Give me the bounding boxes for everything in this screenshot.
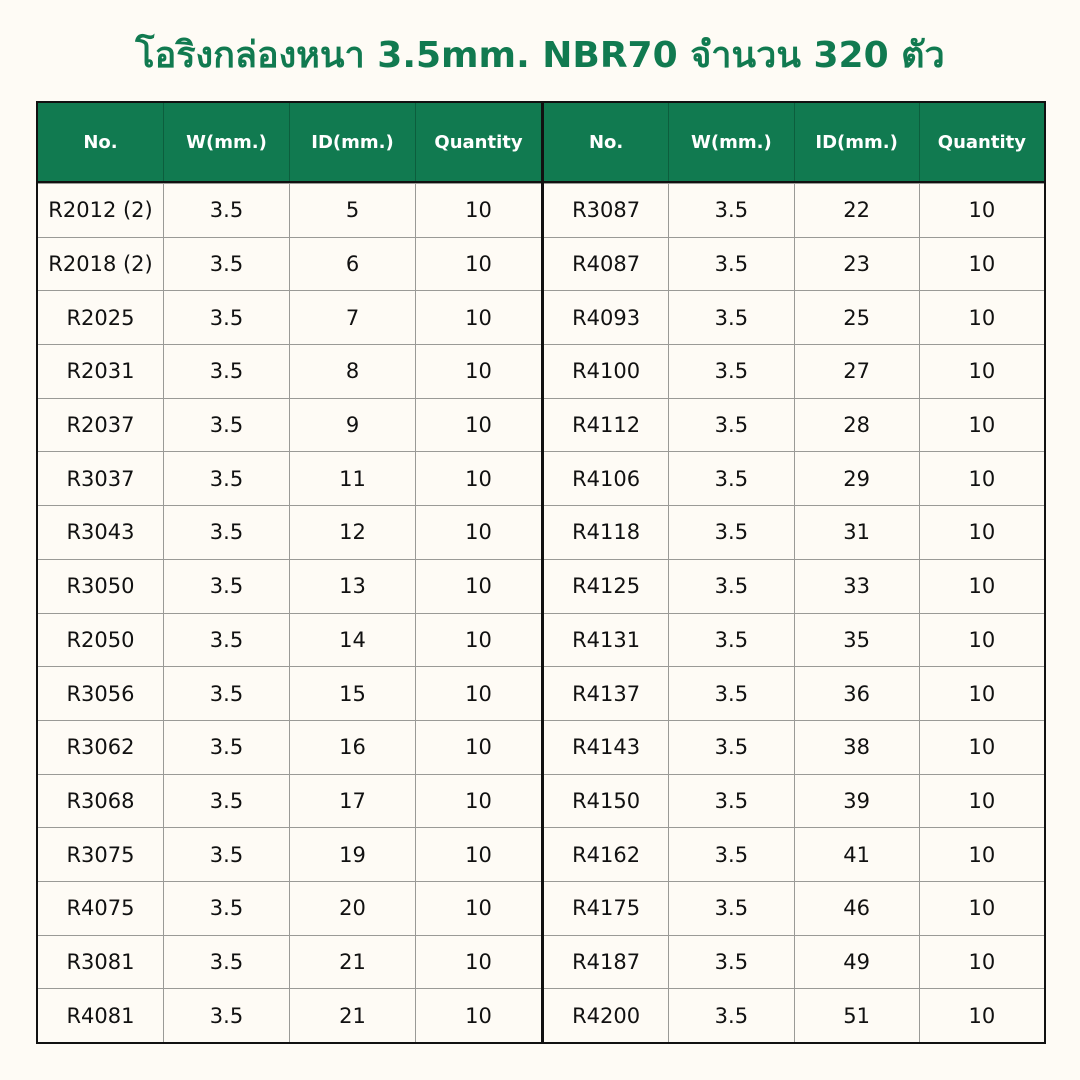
cell-quantity: 10 — [919, 614, 1044, 667]
cell-quantity: 10 — [415, 828, 541, 881]
table-row — [38, 344, 541, 398]
table-row — [544, 237, 1044, 291]
cell-quantity: 10 — [919, 828, 1044, 881]
cell-part-number: R4125 — [572, 574, 641, 599]
header-width: W(mm.) — [163, 103, 289, 181]
cell-part-number: R4081 — [66, 1003, 135, 1028]
cell-quantity: 10 — [919, 238, 1044, 291]
table-row — [544, 881, 1044, 935]
cell-width: 3.5 — [163, 882, 289, 935]
table-left-half — [38, 103, 544, 1042]
cell-inner-diameter: 49 — [794, 936, 919, 989]
cell-part-number: R4087 — [572, 252, 641, 277]
cell-inner-diameter: 23 — [794, 238, 919, 291]
table-row — [544, 398, 1044, 452]
cell-inner-diameter: 35 — [794, 614, 919, 667]
cell-quantity: 10 — [415, 560, 541, 613]
table-row — [38, 183, 541, 237]
cell-part-number: R4150 — [572, 788, 641, 813]
cell-quantity: 10 — [415, 345, 541, 398]
cell-width: 3.5 — [163, 828, 289, 881]
cell-part-number: R3068 — [66, 788, 135, 813]
cell-quantity: 10 — [919, 721, 1044, 774]
cell-part-number: R3062 — [66, 735, 135, 760]
cell-part-number: R4131 — [572, 627, 641, 652]
cell-inner-diameter: 19 — [289, 828, 415, 881]
table-row — [38, 827, 541, 881]
cell-part-number: R4075 — [66, 896, 135, 921]
table-right-half — [544, 103, 1044, 1042]
cell-width: 3.5 — [668, 882, 793, 935]
cell-width: 3.5 — [668, 238, 793, 291]
cell-part-number: R3075 — [66, 842, 135, 867]
table-row — [544, 183, 1044, 237]
header-quantity: Quantity — [415, 103, 541, 181]
cell-inner-diameter: 33 — [794, 560, 919, 613]
cell-quantity: 10 — [919, 936, 1044, 989]
cell-width: 3.5 — [163, 775, 289, 828]
table-row — [544, 344, 1044, 398]
cell-quantity: 10 — [415, 989, 541, 1042]
cell-width: 3.5 — [163, 238, 289, 291]
cell-inner-diameter: 27 — [794, 345, 919, 398]
cell-inner-diameter: 21 — [289, 936, 415, 989]
cell-part-number: R4200 — [572, 1003, 641, 1028]
table-row — [544, 290, 1044, 344]
page-title: โอริงกล่องหนา 3.5mm. NBR70 จำนวน 320 ตัว — [135, 35, 945, 76]
cell-part-number: R4112 — [572, 413, 641, 438]
cell-inner-diameter: 38 — [794, 721, 919, 774]
cell-part-number: R2025 — [66, 305, 135, 330]
cell-quantity: 10 — [919, 882, 1044, 935]
cell-width: 3.5 — [163, 560, 289, 613]
cell-width: 3.5 — [668, 936, 793, 989]
cell-inner-diameter: 22 — [794, 184, 919, 237]
cell-width: 3.5 — [668, 452, 793, 505]
cell-part-number: R4118 — [572, 520, 641, 545]
header-inner-diameter: ID(mm.) — [794, 103, 919, 181]
oring-table — [36, 101, 1046, 1044]
cell-part-number: R2050 — [66, 627, 135, 652]
cell-width: 3.5 — [163, 667, 289, 720]
cell-quantity: 10 — [919, 345, 1044, 398]
table-row — [544, 988, 1044, 1042]
header-quantity: Quantity — [919, 103, 1044, 181]
table-row — [38, 398, 541, 452]
header-no: No. — [83, 131, 118, 153]
cell-part-number: R4137 — [572, 681, 641, 706]
table-row — [544, 451, 1044, 505]
cell-quantity: 10 — [415, 184, 541, 237]
cell-quantity: 10 — [415, 614, 541, 667]
cell-part-number: R3037 — [66, 466, 135, 491]
cell-quantity: 10 — [415, 238, 541, 291]
cell-width: 3.5 — [163, 345, 289, 398]
cell-width: 3.5 — [163, 184, 289, 237]
cell-part-number: R4187 — [572, 949, 641, 974]
table-row — [38, 505, 541, 559]
cell-width: 3.5 — [668, 721, 793, 774]
cell-part-number: R4162 — [572, 842, 641, 867]
cell-quantity: 10 — [919, 452, 1044, 505]
cell-inner-diameter: 46 — [794, 882, 919, 935]
table-row — [38, 237, 541, 291]
cell-width: 3.5 — [668, 828, 793, 881]
cell-quantity: 10 — [415, 721, 541, 774]
table-row — [38, 881, 541, 935]
cell-part-number: R2018 (2) — [48, 252, 153, 277]
cell-inner-diameter: 20 — [289, 882, 415, 935]
cell-inner-diameter: 9 — [289, 399, 415, 452]
cell-part-number: R4093 — [572, 305, 641, 330]
table-row — [544, 666, 1044, 720]
cell-quantity: 10 — [415, 399, 541, 452]
table-row — [544, 720, 1044, 774]
cell-part-number: R3087 — [572, 198, 641, 223]
cell-inner-diameter: 29 — [794, 452, 919, 505]
cell-inner-diameter: 25 — [794, 291, 919, 344]
table-row — [38, 935, 541, 989]
cell-width: 3.5 — [163, 291, 289, 344]
cell-inner-diameter: 15 — [289, 667, 415, 720]
cell-part-number: R4106 — [572, 466, 641, 491]
cell-inner-diameter: 13 — [289, 560, 415, 613]
cell-width: 3.5 — [668, 184, 793, 237]
cell-width: 3.5 — [163, 989, 289, 1042]
cell-quantity: 10 — [415, 291, 541, 344]
cell-quantity: 10 — [919, 989, 1044, 1042]
cell-quantity: 10 — [415, 936, 541, 989]
cell-width: 3.5 — [668, 399, 793, 452]
cell-width: 3.5 — [163, 614, 289, 667]
cell-width: 3.5 — [163, 721, 289, 774]
table-row — [544, 774, 1044, 828]
cell-inner-diameter: 41 — [794, 828, 919, 881]
cell-inner-diameter: 39 — [794, 775, 919, 828]
cell-quantity: 10 — [415, 452, 541, 505]
cell-inner-diameter: 36 — [794, 667, 919, 720]
cell-width: 3.5 — [668, 506, 793, 559]
cell-quantity: 10 — [919, 399, 1044, 452]
cell-part-number: R2012 (2) — [48, 198, 153, 223]
table-row — [544, 613, 1044, 667]
cell-width: 3.5 — [163, 936, 289, 989]
cell-quantity: 10 — [919, 560, 1044, 613]
cell-part-number: R3043 — [66, 520, 135, 545]
header-no: No. — [588, 131, 624, 153]
table-row — [38, 988, 541, 1042]
cell-width: 3.5 — [163, 452, 289, 505]
cell-inner-diameter: 21 — [289, 989, 415, 1042]
cell-inner-diameter: 8 — [289, 345, 415, 398]
table-row — [38, 613, 541, 667]
cell-quantity: 10 — [415, 882, 541, 935]
cell-inner-diameter: 31 — [794, 506, 919, 559]
cell-width: 3.5 — [668, 560, 793, 613]
table-row — [544, 827, 1044, 881]
cell-part-number: R4100 — [572, 359, 641, 384]
table-row — [544, 935, 1044, 989]
table-row — [38, 666, 541, 720]
cell-inner-diameter: 16 — [289, 721, 415, 774]
cell-part-number: R3056 — [66, 681, 135, 706]
cell-inner-diameter: 28 — [794, 399, 919, 452]
cell-width: 3.5 — [163, 506, 289, 559]
header-inner-diameter: ID(mm.) — [289, 103, 415, 181]
cell-inner-diameter: 7 — [289, 291, 415, 344]
cell-inner-diameter: 12 — [289, 506, 415, 559]
cell-quantity: 10 — [415, 775, 541, 828]
cell-inner-diameter: 11 — [289, 452, 415, 505]
cell-quantity: 10 — [415, 667, 541, 720]
cell-quantity: 10 — [415, 506, 541, 559]
cell-inner-diameter: 17 — [289, 775, 415, 828]
table-row — [38, 290, 541, 344]
cell-width: 3.5 — [668, 345, 793, 398]
cell-quantity: 10 — [919, 184, 1044, 237]
cell-part-number: R3050 — [66, 574, 135, 599]
cell-width: 3.5 — [668, 775, 793, 828]
table-row — [38, 559, 541, 613]
table-header-row — [544, 103, 1044, 183]
cell-quantity: 10 — [919, 667, 1044, 720]
cell-width: 3.5 — [668, 989, 793, 1042]
table-row — [544, 505, 1044, 559]
cell-inner-diameter: 51 — [794, 989, 919, 1042]
cell-width: 3.5 — [668, 667, 793, 720]
table-row — [544, 559, 1044, 613]
cell-width: 3.5 — [163, 399, 289, 452]
cell-part-number: R4143 — [572, 735, 641, 760]
cell-quantity: 10 — [919, 291, 1044, 344]
cell-part-number: R2037 — [66, 413, 135, 438]
cell-width: 3.5 — [668, 291, 793, 344]
cell-width: 3.5 — [668, 614, 793, 667]
cell-inner-diameter: 6 — [289, 238, 415, 291]
table-row — [38, 720, 541, 774]
cell-part-number: R3081 — [66, 949, 135, 974]
table-header-row — [38, 103, 541, 183]
table-row — [38, 451, 541, 505]
cell-part-number: R2031 — [66, 359, 135, 384]
cell-part-number: R4175 — [572, 896, 641, 921]
header-width: W(mm.) — [668, 103, 793, 181]
cell-inner-diameter: 14 — [289, 614, 415, 667]
table-row — [38, 774, 541, 828]
cell-inner-diameter: 5 — [289, 184, 415, 237]
cell-quantity: 10 — [919, 775, 1044, 828]
cell-quantity: 10 — [919, 506, 1044, 559]
